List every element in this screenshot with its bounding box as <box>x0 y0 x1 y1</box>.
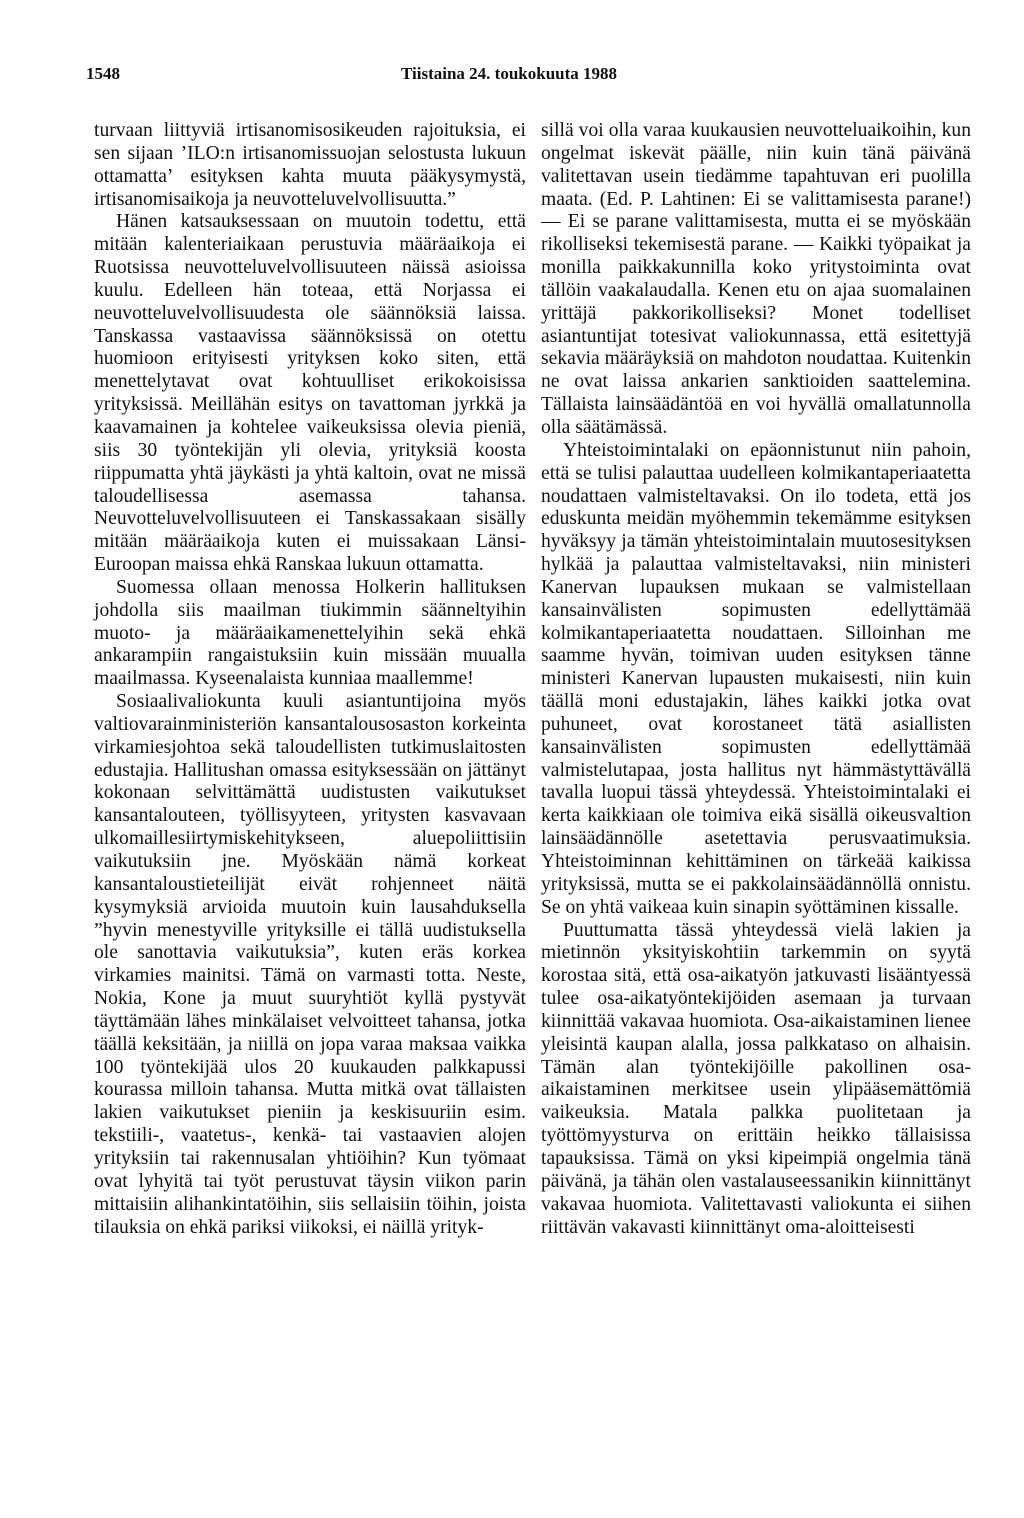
right-column <box>541 120 971 1239</box>
paragraph: Puuttumatta tässä yhteydessä vielä lakien ja mietinnön yksityiskohtiin tarkemmin on syytä korostaa sitä, että osa-aikatyön jatkuvasti lisääntyessä tulee osa-aikatyöntekijöiden asemaan ja turvaan kiinnittää vakavaa huomiota. Osa-aikaistaminen lienee yleisintä kaupan alalla, jossa palkkataso on alhaisin. Tämän alan työntekijöille pakollinen osa-aikaistaminen merkitsee usein ylipääsemättömiä vaikeuksia. Matala palkka puolitetaan ja työttömyysturva on erittäin heikko tällaisissa tapauksissa. Tämä on yksi kipeimpiä ongelmia tänä päivänä, ja tähän olen vastalauseessanikin kiinnittänyt vakavaa huomiota. Valitettavasti valiokunta ei siihen riittävän vakavasti kiinnittänyt oma-aloitteisesti <box>541 919 971 1238</box>
paragraph: Suomessa ollaan menossa Holkerin hallituksen johdolla siis maailman tiukimmin säänneltyihin muoto- ja määräaikamenettelyihin sekä ehkä ankarampiin rangaistuksiin kuin missään muualla maailmassa. Kyseenalaista kunniaa maallemme! <box>94 576 526 690</box>
paragraph: Yhteistoimintalaki on epäonnistunut niin pahoin, että se tulisi palauttaa uudelleen kolmikantaperiaatetta noudattaen valmisteltavaksi. On ilo todeta, että jos eduskunta meidän myöhemmin tekemämme esityksen hyväksyy ja tämän yhteistoimintalain muutosesityksen hylkää ja palauttaa valmisteltavaksi, niin ministeri Kanervan lupauksen mukaan se valmistellaan kansainvälisten sopimusten edellyttämää kolmikantaperiaatetta noudattaen. Silloinhan me saamme hyvän, toimivan uuden esityksen tänne ministeri Kanervan lupausten mukaisesti, niin kuin täällä moni edustajakin, lähes kaikki jotka ovat puhuneet, ovat korostaneet tätä asiallisten kansainvälisten sopimusten edellyttämää valmistelutapaa, josta hallitus nyt hämmästyttävällä tavalla luopui tässä yhteydessä. Yhteistoimintalaki ei kerta kaikkiaan ole toimiva eikä sisällä oikeusvaltion lainsäädännölle asetettavia perusvaatimuksia. Yhteistoiminnan kehittäminen on tärkeää kaikissa yrityksissä, mutta se ei pakkolainsäädännöllä onnistu. Se on yhtä vaikeaa kuin sinapin syöttäminen kissalle. <box>541 439 971 918</box>
paragraph: Hänen katsauksessaan on muutoin todettu, että mitään kalenteriaikaan perustuvia määräaikoja ei Ruotsissa neuvotteluvelvollisuuteen näissä asioissa kuulu. Edelleen hän toteaa, että Norjassa ei neuvotteluvelvollisuudesta ole säännöksiä laissa. Tanskassa vastaavissa säännöksissä on otettu huomioon erityisesti yrityksen koko siten, että menettelytavat ovat kohtuulliset erikokoisissa yrityksissä. Meillähän esitys on tavattoman jyrkkä ja kaavamainen ja kohtelee vaikeuksissa olevia pieniä, siis 30 työntekijän yli olevia, yrityksiä koosta riippumatta yhtä jäykästi ja yhtä kaltoin, ovat ne missä taloudellisessa asemassa tahansa. Neuvotteluvelvollisuuteen ei Tanskassakaan sisälly mitään määräaikoja kuten ei muissakaan Länsi-Euroopan maissa ehkä Ranskaa lukuun ottamatta. <box>94 211 526 576</box>
left-column <box>94 120 526 1239</box>
session-date: Tiistaina 24. toukokuuta 1988 <box>401 64 618 83</box>
page-number: 1548 <box>86 64 120 83</box>
paragraph: turvaan liittyviä irtisanomisosikeuden rajoituksia, ei sen sijaan ’ILO:n irtisanomissuojan selostusta lukuun ottamatta’ esityksen kahta muuta pääkysymystä, irtisanomisaikoja ja neuvotteluvelvollisuutta.” <box>94 120 526 210</box>
paragraph: sillä voi olla varaa kuukausien neuvotteluaikoihin, kun ongelmat iskevät päälle, niin kuin tänä päivänä valitettavan usein tiedämme tapahtuvan eri puolilla maata. (Ed. P. Lahtinen: Ei se valittamisesta parane!) — Ei se parane valittamisesta, mutta ei se myöskään rikolliseksi tekemisestä parane. — Kaikki työpaikat ja monilla paikkakunnilla koko yritystoiminta ovat tällöin vaakalaudalla. Kenen etu on ajaa suomalainen yrittäjä pakkorikolliseksi? Monet todelliset asiantuntijat totesivat valiokunnassa, että esitettyjä sekavia määräyksiä on mahdoton noudattaa. Kuitenkin ne ovat laissa ankarien sanktioiden saattelemina. Tällaista lainsäädäntöä en voi hyvällä omallatunnolla olla säätämässä. <box>541 120 971 438</box>
page-header <box>86 64 984 88</box>
paragraph: Sosiaalivaliokunta kuuli asiantuntijoina myös valtiovarainministeriön kansantalousosaston korkeinta virkamiesjohtoa sekä taloudellisten tutkimuslaitosten edustajia. Hallitushan omassa esityksessään on jättänyt kokonaan selvittämättä uudistusten vaikutukset kansantalouteen, työllisyyteen, yritysten kasvavaan ulkomaillesiirtymiskehitykseen, aluepoliittisiin vaikutuksiin jne. Myöskään nämä korkeat kansantaloustieteilijät eivät rohjenneet näitä kysymyksiä arvioida muutoin kuin lausahduksella ”hyvin menestyville yrityksille ei tällä uudistuksella ole sanottavia vaikutuksia”, kuten eräs korkea virkamies mainitsi. Tämä on varmasti totta. Neste, Nokia, Kone ja muut suuryhtiöt kyllä pystyvät täyttämään lähes minkälaiset velvoitteet tahansa, jotka täällä keksitään, ja niillä on jopa varaa maksaa vaikka 100 työntekijää ulos 20 kuukauden palkkapussi kourassa milloin tahansa. Mutta mitkä ovat tällaisten lakien vaikutukset pieniin ja keskisuuriin esim. tekstiili-, vaatetus-, kenkä- tai vastaavien alojen yrityksiin tai rakennusalan yhtiöihin? Kun työmaat ovat lyhyitä tai työt perustuvat täysin viikon parin mittaisiin alihankintatöihin, siis sellaisiin töihin, joista tilauksia on ehkä pariksi viikoksi, ei näillä yrityk- <box>94 691 526 1238</box>
